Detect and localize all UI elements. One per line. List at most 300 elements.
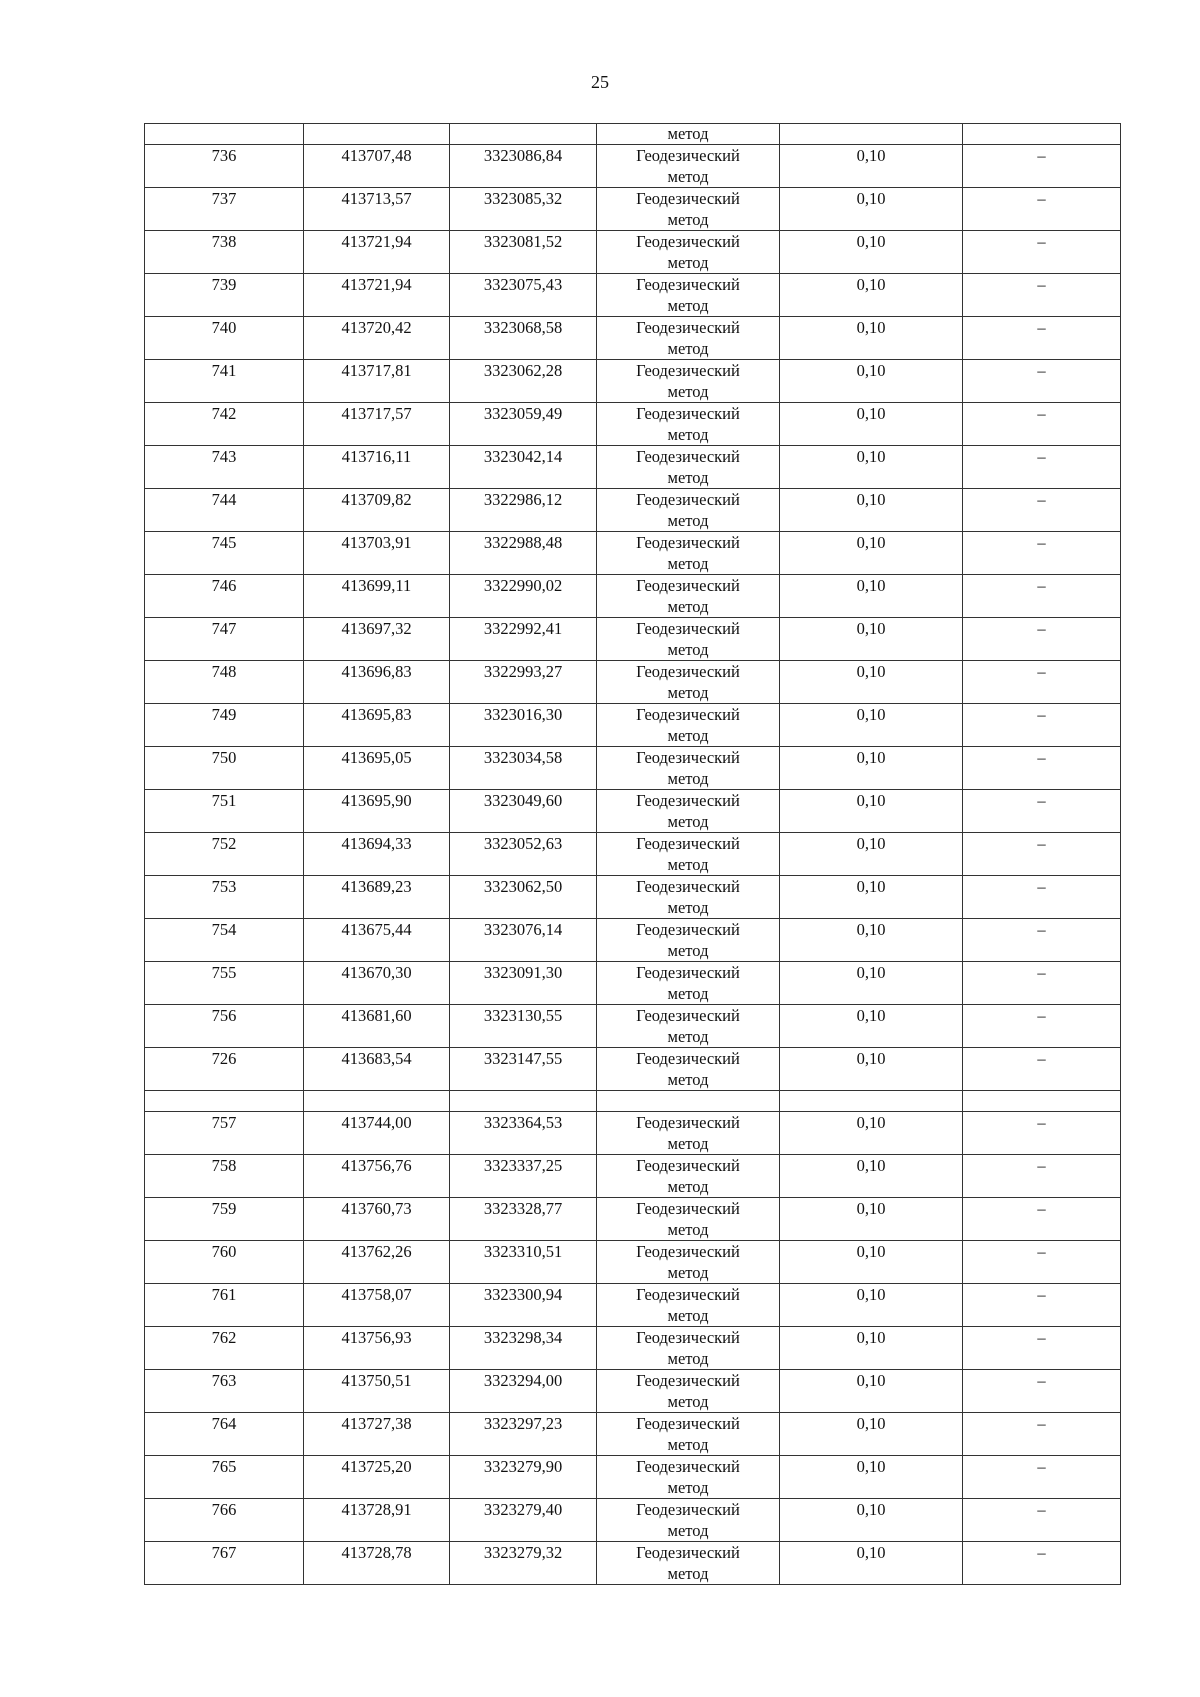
cell-description: – [963, 317, 1121, 360]
table-row [145, 360, 1121, 403]
cell-y: 3322993,27 [450, 661, 597, 704]
method-line-2: метод [667, 941, 709, 960]
cell-method [597, 661, 780, 704]
cell-description: – [963, 360, 1121, 403]
method-line-1: Геодезический [636, 1199, 740, 1218]
cell-x: 413707,48 [304, 145, 450, 188]
method-line-2: метод [667, 1306, 709, 1325]
cell-accuracy: 0,10 [780, 618, 963, 661]
table-row [145, 618, 1121, 661]
cell-y: 3323364,53 [450, 1112, 597, 1155]
method-line-1: Геодезический [636, 877, 740, 896]
cell-description: – [963, 489, 1121, 532]
cell-method [597, 962, 780, 1005]
method-line-2: метод [667, 468, 709, 487]
cell-accuracy: 0,10 [780, 1499, 963, 1542]
cell-accuracy: 0,10 [780, 145, 963, 188]
cell-accuracy: 0,10 [780, 231, 963, 274]
cell-method [597, 833, 780, 876]
cell-y: 3323294,00 [450, 1370, 597, 1413]
method-line-1: Геодезический [636, 1543, 740, 1562]
cell-method [597, 1542, 780, 1585]
method-line-2: метод [667, 984, 709, 1003]
cell-description [963, 124, 1121, 145]
cell-method [597, 532, 780, 575]
cell-accuracy: 0,10 [780, 403, 963, 446]
cell-accuracy: 0,10 [780, 489, 963, 532]
cell-description: – [963, 1048, 1121, 1091]
table-row [145, 1327, 1121, 1370]
cell-method: метод [597, 124, 780, 145]
cell-point-number: 736 [145, 145, 304, 188]
method-line-1: Геодезический [636, 619, 740, 638]
cell-accuracy: 0,10 [780, 1241, 963, 1284]
cell-x: 413756,93 [304, 1327, 450, 1370]
cell-x: 413756,76 [304, 1155, 450, 1198]
cell-point-number: 738 [145, 231, 304, 274]
cell-x: 413721,94 [304, 274, 450, 317]
cell-point-number: 765 [145, 1456, 304, 1499]
cell-point-number [145, 124, 304, 145]
cell-description: – [963, 876, 1121, 919]
cell-description: – [963, 1112, 1121, 1155]
cell-y: 3323052,63 [450, 833, 597, 876]
cell-x: 413728,91 [304, 1499, 450, 1542]
cell-description: – [963, 1456, 1121, 1499]
cell-method [597, 919, 780, 962]
cell-accuracy: 0,10 [780, 1284, 963, 1327]
table-row [145, 1005, 1121, 1048]
method-line-1: Геодезический [636, 275, 740, 294]
cell-method [597, 575, 780, 618]
cell-point-number: 747 [145, 618, 304, 661]
cell-accuracy: 0,10 [780, 833, 963, 876]
cell-method [597, 876, 780, 919]
table-row [145, 145, 1121, 188]
cell-point-number: 737 [145, 188, 304, 231]
method-line-2: метод [667, 1070, 709, 1089]
cell-method [597, 1370, 780, 1413]
cell-y: 3322990,02 [450, 575, 597, 618]
table-row [145, 231, 1121, 274]
empty-cell [597, 1091, 780, 1112]
method-line-2: метод [667, 769, 709, 788]
cell-accuracy: 0,10 [780, 1327, 963, 1370]
cell-method [597, 618, 780, 661]
cell-y: 3323016,30 [450, 704, 597, 747]
cell-point-number: 762 [145, 1327, 304, 1370]
cell-description: – [963, 790, 1121, 833]
cell-y: 3323068,58 [450, 317, 597, 360]
cell-accuracy: 0,10 [780, 446, 963, 489]
method-line-2: метод [667, 1263, 709, 1282]
method-line-2: метод [667, 253, 709, 272]
cell-description: – [963, 661, 1121, 704]
method-line-2: метод [667, 1564, 709, 1583]
cell-description: – [963, 1327, 1121, 1370]
cell-y: 3323298,34 [450, 1327, 597, 1370]
table-row [145, 790, 1121, 833]
cell-method [597, 360, 780, 403]
cell-method [597, 231, 780, 274]
cell-point-number: 745 [145, 532, 304, 575]
cell-point-number: 744 [145, 489, 304, 532]
cell-method [597, 1241, 780, 1284]
cell-accuracy: 0,10 [780, 317, 963, 360]
cell-x: 413694,33 [304, 833, 450, 876]
cell-method [597, 446, 780, 489]
cell-description: – [963, 1241, 1121, 1284]
cell-accuracy: 0,10 [780, 188, 963, 231]
cell-method [597, 1456, 780, 1499]
cell-description: – [963, 1284, 1121, 1327]
cell-accuracy: 0,10 [780, 1542, 963, 1585]
empty-cell [304, 1091, 450, 1112]
method-line-2: метод [667, 296, 709, 315]
cell-y: 3323042,14 [450, 446, 597, 489]
method-line-2: метод [667, 1177, 709, 1196]
cell-point-number: 752 [145, 833, 304, 876]
cell-accuracy: 0,10 [780, 1370, 963, 1413]
method-line-1: Геодезический [636, 533, 740, 552]
cell-description: – [963, 962, 1121, 1005]
cell-point-number: 743 [145, 446, 304, 489]
cell-accuracy: 0,10 [780, 360, 963, 403]
cell-method [597, 274, 780, 317]
method-line-1: Геодезический [636, 963, 740, 982]
cell-description: – [963, 1005, 1121, 1048]
table-row [145, 532, 1121, 575]
cell-description: – [963, 1413, 1121, 1456]
cell-description: – [963, 1499, 1121, 1542]
cell-accuracy: 0,10 [780, 274, 963, 317]
table-row [145, 876, 1121, 919]
cell-y: 3323300,94 [450, 1284, 597, 1327]
cell-method [597, 1499, 780, 1542]
cell-description: – [963, 145, 1121, 188]
method-line-1: Геодезический [636, 1500, 740, 1519]
cell-x: 413713,57 [304, 188, 450, 231]
cell-y: 3323062,50 [450, 876, 597, 919]
table-row [145, 575, 1121, 618]
cell-point-number: 751 [145, 790, 304, 833]
method-line-2: метод [667, 167, 709, 186]
coordinates-table [144, 123, 1121, 1585]
method-line-2: метод [667, 812, 709, 831]
cell-point-number: 755 [145, 962, 304, 1005]
method-line-1: Геодезический [636, 318, 740, 337]
cell-x: 413695,90 [304, 790, 450, 833]
cell-x: 413717,57 [304, 403, 450, 446]
cell-description: – [963, 833, 1121, 876]
cell-accuracy: 0,10 [780, 532, 963, 575]
method-line-1: Геодезический [636, 404, 740, 423]
method-line-2: метод [667, 1478, 709, 1497]
cell-x: 413689,23 [304, 876, 450, 919]
cell-x [304, 124, 450, 145]
method-line-1: Геодезический [636, 1285, 740, 1304]
method-line-1: Геодезический [636, 361, 740, 380]
cell-y: 3323076,14 [450, 919, 597, 962]
cell-x: 413670,30 [304, 962, 450, 1005]
method-line-1: Геодезический [636, 490, 740, 509]
page-number: 25 [591, 72, 609, 92]
cell-method [597, 1112, 780, 1155]
cell-x: 413762,26 [304, 1241, 450, 1284]
cell-x: 413760,73 [304, 1198, 450, 1241]
cell-point-number: 726 [145, 1048, 304, 1091]
cell-y: 3323279,40 [450, 1499, 597, 1542]
cell-method [597, 1198, 780, 1241]
method-line-1: Геодезический [636, 1457, 740, 1476]
cell-point-number: 740 [145, 317, 304, 360]
method-line-2: метод [667, 683, 709, 702]
cell-accuracy: 0,10 [780, 962, 963, 1005]
cell-y: 3323049,60 [450, 790, 597, 833]
cell-x: 413727,38 [304, 1413, 450, 1456]
cell-point-number: 767 [145, 1542, 304, 1585]
cell-method [597, 1155, 780, 1198]
cell-description: – [963, 575, 1121, 618]
cell-y: 3323297,23 [450, 1413, 597, 1456]
cell-method [597, 1048, 780, 1091]
method-line-1: Геодезический [636, 1006, 740, 1025]
cell-y [450, 124, 597, 145]
cell-description: – [963, 919, 1121, 962]
method-line-2: метод [667, 1521, 709, 1540]
cell-y: 3323337,25 [450, 1155, 597, 1198]
cell-description: – [963, 231, 1121, 274]
method-line-1: Геодезический [636, 146, 740, 165]
table-row [145, 1112, 1121, 1155]
method-line-2: метод [667, 726, 709, 745]
method-line-1: Геодезический [636, 748, 740, 767]
cell-point-number: 759 [145, 1198, 304, 1241]
cell-accuracy: 0,10 [780, 1198, 963, 1241]
cell-description: – [963, 1542, 1121, 1585]
cell-point-number: 756 [145, 1005, 304, 1048]
table-row [145, 317, 1121, 360]
method-line-2: метод [667, 339, 709, 358]
method-line-1: Геодезический [636, 576, 740, 595]
cell-x: 413750,51 [304, 1370, 450, 1413]
cell-method [597, 1005, 780, 1048]
cell-point-number: 757 [145, 1112, 304, 1155]
cell-method [597, 145, 780, 188]
cell-x: 413675,44 [304, 919, 450, 962]
table-row [145, 704, 1121, 747]
table-row [145, 1413, 1121, 1456]
cell-accuracy: 0,10 [780, 1112, 963, 1155]
cell-point-number: 749 [145, 704, 304, 747]
table-row [145, 1241, 1121, 1284]
cell-y: 3323059,49 [450, 403, 597, 446]
cell-point-number: 753 [145, 876, 304, 919]
cell-accuracy: 0,10 [780, 1413, 963, 1456]
empty-cell [145, 1091, 304, 1112]
method-line-1: Геодезический [636, 1156, 740, 1175]
cell-y: 3323091,30 [450, 962, 597, 1005]
cell-accuracy: 0,10 [780, 1155, 963, 1198]
cell-y: 3323081,52 [450, 231, 597, 274]
table-row [145, 747, 1121, 790]
method-line-2: метод [667, 1435, 709, 1454]
table-row [145, 489, 1121, 532]
cell-description: – [963, 532, 1121, 575]
cell-y: 3323310,51 [450, 1241, 597, 1284]
cell-x: 413728,78 [304, 1542, 450, 1585]
cell-point-number: 742 [145, 403, 304, 446]
cell-x: 413699,11 [304, 575, 450, 618]
cell-x: 413683,54 [304, 1048, 450, 1091]
table-row [145, 188, 1121, 231]
cell-method [597, 317, 780, 360]
table-row [145, 962, 1121, 1005]
method-line-2: метод [667, 382, 709, 401]
method-line-1: Геодезический [636, 791, 740, 810]
cell-point-number: 750 [145, 747, 304, 790]
table-row [145, 403, 1121, 446]
method-line-2: метод [667, 1220, 709, 1239]
cell-y: 3323062,28 [450, 360, 597, 403]
cell-accuracy: 0,10 [780, 1048, 963, 1091]
cell-point-number: 746 [145, 575, 304, 618]
cell-accuracy: 0,10 [780, 919, 963, 962]
method-line-2: метод [667, 1027, 709, 1046]
method-line-2: метод [667, 210, 709, 229]
method-line-2: метод [667, 554, 709, 573]
cell-method [597, 1284, 780, 1327]
cell-x: 413709,82 [304, 489, 450, 532]
continuation-row [145, 124, 1121, 145]
table-row [145, 446, 1121, 489]
method-line-1: Геодезический [636, 1414, 740, 1433]
method-line-1: Геодезический [636, 834, 740, 853]
cell-x: 413716,11 [304, 446, 450, 489]
cell-x: 413720,42 [304, 317, 450, 360]
empty-cell [963, 1091, 1121, 1112]
cell-point-number: 748 [145, 661, 304, 704]
cell-method [597, 790, 780, 833]
cell-description: – [963, 747, 1121, 790]
cell-accuracy: 0,10 [780, 575, 963, 618]
method-line-1: Геодезический [636, 920, 740, 939]
cell-point-number: 758 [145, 1155, 304, 1198]
cell-accuracy: 0,10 [780, 790, 963, 833]
cell-point-number: 760 [145, 1241, 304, 1284]
method-line-1: Геодезический [636, 1113, 740, 1132]
cell-accuracy [780, 124, 963, 145]
cell-y: 3322992,41 [450, 618, 597, 661]
cell-x: 413703,91 [304, 532, 450, 575]
empty-cell [780, 1091, 963, 1112]
cell-description: – [963, 1198, 1121, 1241]
method-line-2: метод [667, 511, 709, 530]
method-line-1: Геодезический [636, 1242, 740, 1261]
method-line-2: метод [667, 1349, 709, 1368]
table-row [145, 919, 1121, 962]
table-row [145, 1456, 1121, 1499]
cell-y: 3323075,43 [450, 274, 597, 317]
cell-accuracy: 0,10 [780, 661, 963, 704]
cell-description: – [963, 1155, 1121, 1198]
table-row [145, 1284, 1121, 1327]
method-line-1: Геодезический [636, 189, 740, 208]
cell-y: 3323034,58 [450, 747, 597, 790]
cell-description: – [963, 274, 1121, 317]
method-line-2: метод [667, 640, 709, 659]
method-line-1: Геодезический [636, 662, 740, 681]
method-line-2: метод [667, 597, 709, 616]
table-row [145, 1499, 1121, 1542]
cell-point-number: 766 [145, 1499, 304, 1542]
cell-method [597, 403, 780, 446]
cell-description: – [963, 403, 1121, 446]
method-line-2: метод [667, 855, 709, 874]
cell-x: 413695,83 [304, 704, 450, 747]
cell-y: 3323279,90 [450, 1456, 597, 1499]
cell-method [597, 489, 780, 532]
cell-y: 3323085,32 [450, 188, 597, 231]
cell-x: 413744,00 [304, 1112, 450, 1155]
method-line-2: метод [667, 898, 709, 917]
cell-point-number: 739 [145, 274, 304, 317]
cell-description: – [963, 446, 1121, 489]
cell-accuracy: 0,10 [780, 704, 963, 747]
method-line-2: метод [667, 1392, 709, 1411]
table-row [145, 274, 1121, 317]
method-line-1: Геодезический [636, 1328, 740, 1347]
cell-x: 413695,05 [304, 747, 450, 790]
cell-y: 3322986,12 [450, 489, 597, 532]
table-row [145, 1198, 1121, 1241]
cell-point-number: 763 [145, 1370, 304, 1413]
cell-y: 3323328,77 [450, 1198, 597, 1241]
cell-point-number: 761 [145, 1284, 304, 1327]
cell-x: 413697,32 [304, 618, 450, 661]
empty-cell [450, 1091, 597, 1112]
cell-x: 413717,81 [304, 360, 450, 403]
cell-y: 3322988,48 [450, 532, 597, 575]
cell-description: – [963, 1370, 1121, 1413]
cell-y: 3323147,55 [450, 1048, 597, 1091]
cell-x: 413725,20 [304, 1456, 450, 1499]
table-row [145, 1155, 1121, 1198]
table-row [145, 1370, 1121, 1413]
cell-method [597, 188, 780, 231]
cell-description: – [963, 618, 1121, 661]
method-line-1: Геодезический [636, 705, 740, 724]
cell-y: 3323279,32 [450, 1542, 597, 1585]
cell-accuracy: 0,10 [780, 876, 963, 919]
table-row [145, 661, 1121, 704]
cell-method [597, 1327, 780, 1370]
method-line-1: Геодезический [636, 1049, 740, 1068]
cell-point-number: 741 [145, 360, 304, 403]
method-line-1: Геодезический [636, 447, 740, 466]
cell-method [597, 1413, 780, 1456]
cell-method [597, 747, 780, 790]
method-line-1: Геодезический [636, 1371, 740, 1390]
cell-x: 413696,83 [304, 661, 450, 704]
cell-y: 3323086,84 [450, 145, 597, 188]
cell-accuracy: 0,10 [780, 1005, 963, 1048]
coordinates-table-body [145, 124, 1121, 1585]
cell-point-number: 764 [145, 1413, 304, 1456]
cell-accuracy: 0,10 [780, 1456, 963, 1499]
cell-point-number: 754 [145, 919, 304, 962]
cell-x: 413681,60 [304, 1005, 450, 1048]
